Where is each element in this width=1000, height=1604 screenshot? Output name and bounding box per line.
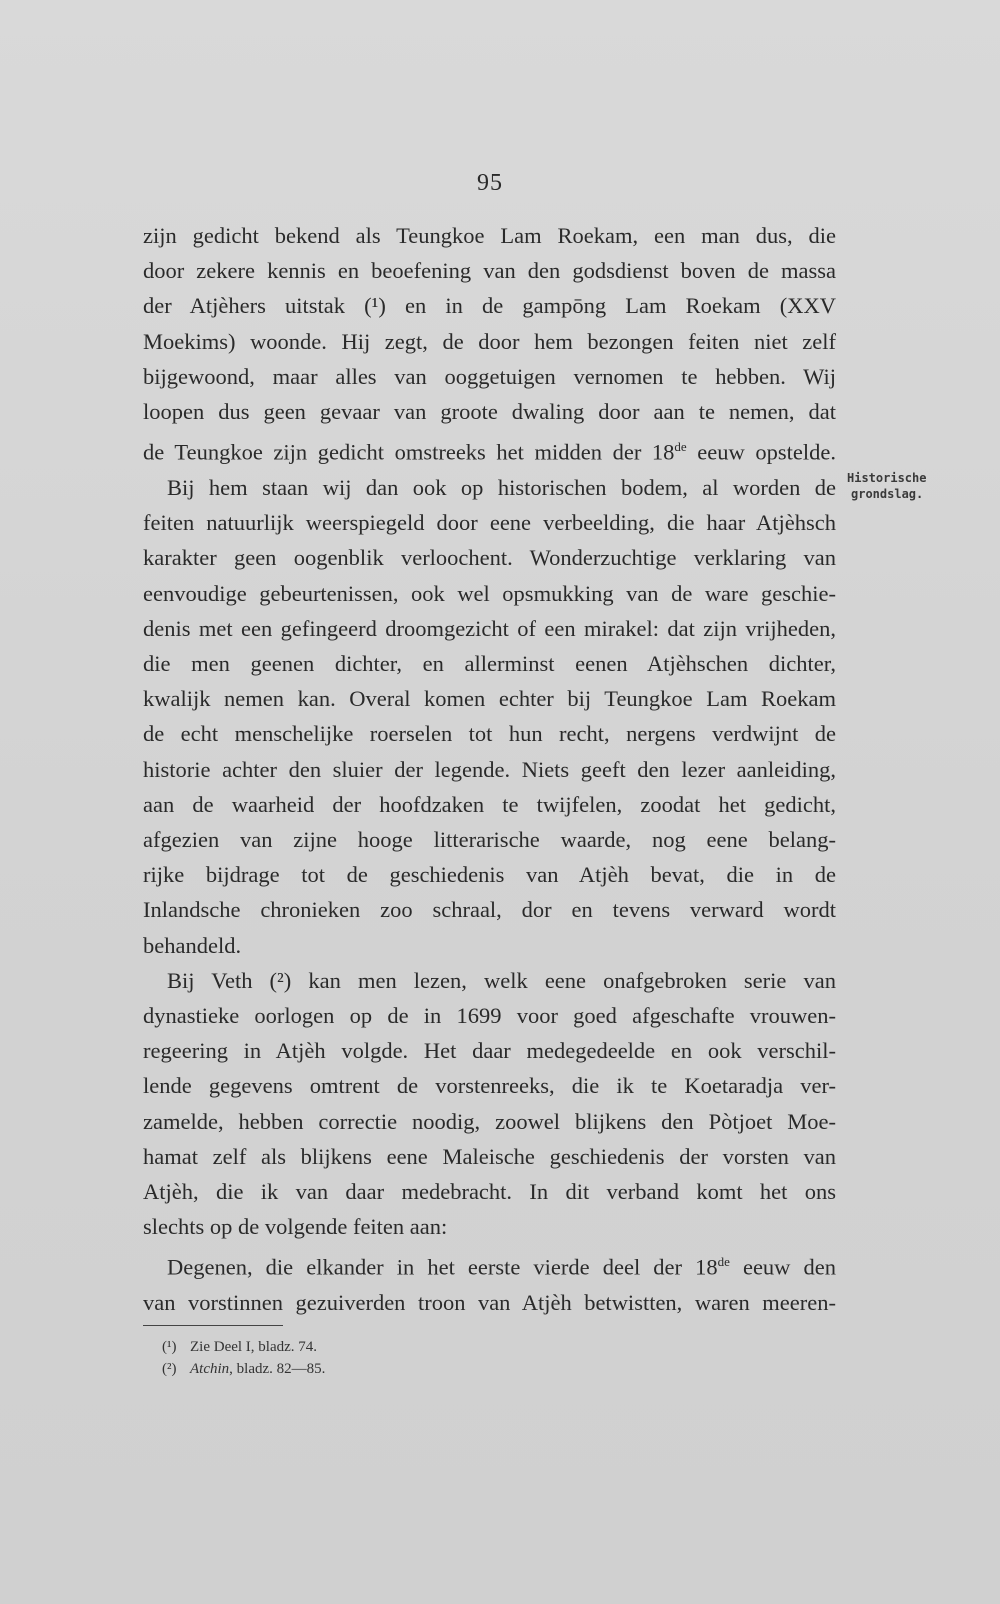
text-line: dynastieke oorlogen op de in 1699 voor goed afgeschafte vrouwen-: [143, 1002, 836, 1028]
body-text: [143, 218, 836, 1320]
text-line: zijn gedicht bekend als Teungkoe Lam Roekam, een man dus, die: [143, 223, 836, 248]
text-line: der Atjèhers uitstak (¹) en in de gampōng Lam Roekam (XXV: [143, 293, 836, 319]
text-line: afgezien van zijne hooge litterarische waarde, nog eene belang-: [143, 826, 836, 852]
footnote-text: , bladz. 82—85.: [229, 1361, 326, 1377]
text-line: slechts op de volgende feiten aan:: [143, 1214, 448, 1240]
text-line: die men geenen dichter, en allerminst eenen Atjèhschen dichter,: [143, 650, 836, 676]
footnote-mark: (²): [162, 1361, 177, 1377]
page-number: 95: [477, 170, 503, 196]
text-line: de echt menschelijke roerselen tot hun recht, nergens verdwijnt de: [143, 721, 836, 747]
text-line: loopen dus geen gevaar van groote dwaling door aan te nemen, dat: [143, 399, 836, 425]
text-line: de Teungkoe zijn gedicht omstreeks het midden der 18de eeuw opstelde.: [143, 439, 836, 465]
text-line: Inlandsche chronieken zoo schraal, dor en tevens verward wordt: [143, 897, 836, 923]
text-line: Atjèh, die ik van daar medebracht. In dit verband komt het ons: [143, 1178, 836, 1204]
text-line: rijke bijdrage tot de geschiedenis van Atjèh bevat, die in de: [143, 862, 836, 888]
text-line: kwalijk nemen kan. Overal komen echter bij Teungkoe Lam Roekam: [143, 686, 836, 712]
text-line: hamat zelf als blijkens eene Maleische geschiedenis der vorsten van: [143, 1143, 836, 1169]
text-line: aan de waarheid der hoofdzaken te twijfelen, zoodat het gedicht,: [143, 791, 836, 817]
footnote: [162, 1358, 325, 1380]
text-line: Moekims) woonde. Hij zegt, de door hem bezongen feiten niet zelf: [143, 328, 836, 354]
text-line: eenvoudige gebeurtenissen, ook wel opsmukking van de ware geschie-: [143, 580, 836, 606]
footnotes: [162, 1336, 325, 1380]
text-line: zamelde, hebben correctie noodig, zoowel blijkens den Pòtjoet Moe-: [143, 1108, 836, 1134]
text-line: feiten natuurlijk weerspiegeld door eene verbeelding, die haar Atjèhsch: [143, 510, 836, 536]
text-line: bijgewoond, maar alles van ooggetuigen vernomen te hebben. Wij: [143, 363, 836, 389]
text-line: van vorstinnen gezuiverden troon van Atjèh betwistten, waren meeren-: [143, 1290, 836, 1316]
text-line: Degenen, die elkander in het eerste vierde deel der 18de eeuw den: [167, 1254, 836, 1280]
text-line: door zekere kennis en beoefening van den godsdienst boven de massa: [143, 258, 836, 284]
margin-note: [847, 470, 957, 502]
margin-note-line: Historische: [847, 471, 927, 485]
text-line: Bij hem staan wij dan ook op historischen bodem, al worden de: [167, 474, 836, 500]
text-line: lende gegevens omtrent de vorstenreeks, die ik te Koetaradja ver-: [143, 1073, 836, 1099]
footnote-mark: (¹): [162, 1339, 177, 1355]
text-line: regeering in Atjèh volgde. Het daar medegedeelde en ook verschil-: [143, 1038, 836, 1064]
text-line: Bij Veth (²) kan men lezen, welk eene onafgebroken serie van: [167, 967, 836, 993]
text-line: historie achter den sluier der legende. Niets geeft den lezer aanleiding,: [143, 756, 836, 782]
text-line: denis met een gefingeerd droomgezicht of een mirakel: dat zijn vrijheden,: [143, 615, 836, 641]
footnote: [162, 1336, 325, 1358]
text-line: behandeld.: [143, 932, 242, 958]
margin-note-line: grondslag.: [851, 487, 924, 501]
footnote-text: Zie Deel I, bladz. 74.: [190, 1339, 318, 1355]
footnote-divider: [143, 1325, 283, 1326]
footnote-title: Atchin: [190, 1361, 230, 1377]
text-line: karakter geen oogenblik verloochent. Wonderzuchtige verklaring van: [143, 545, 836, 571]
